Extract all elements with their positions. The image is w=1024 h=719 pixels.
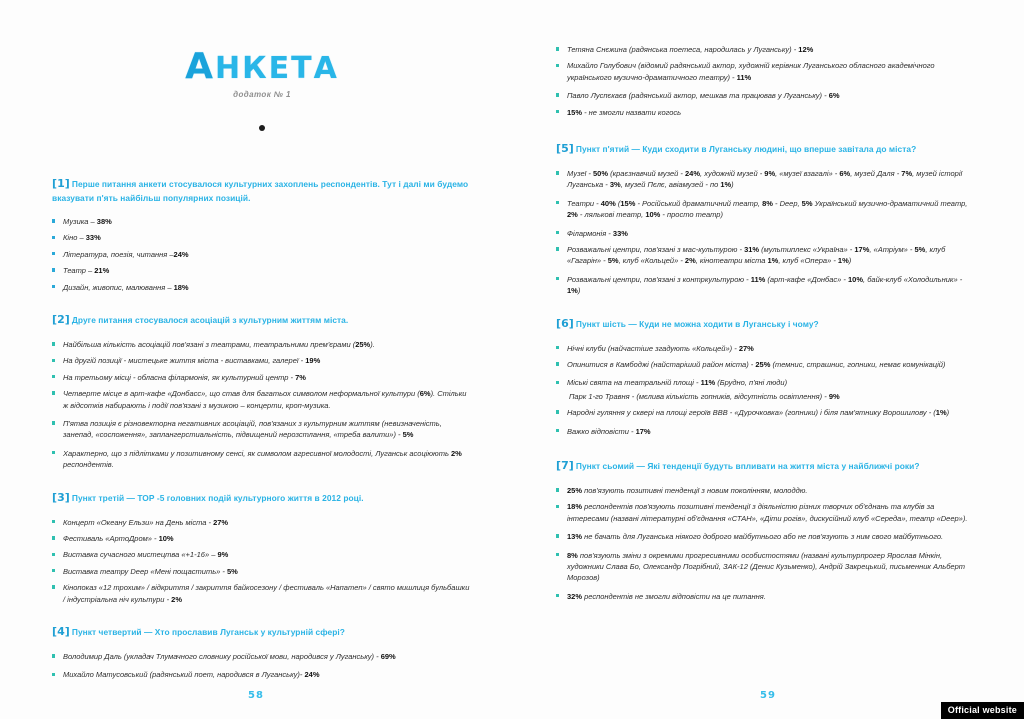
- section-6-number: [6]: [556, 316, 574, 330]
- list-item: 8% пов'язують зміни з окремими прогресивними особистостями (названі культурпрогер Ярослав Мінкін, художники Слава Бо, Олександр Погрібний, ЗАК-12 (Денис Кузьменко), Андрій Закрецький, письменник Альберт Морозов): [556, 550, 976, 584]
- list-item: Література, поезія, читання –24%: [52, 249, 472, 260]
- list-item: Народні гуляння у сквері на площі героїв ВВВ - «Дурочковка» (гопники) і біля пам'ятнику Ворошилову - (1%): [556, 407, 976, 418]
- list-item: Розважальні центри, пов'язані з мас-культурою - 31% (мультиплекс «Україна» - 17%, «Атріум» - 5%, клуб «Гагарін» - 5%, клуб «Кольцей» - 2%, кінотеатри міста 1%, клуб «Опера» - 1%): [556, 244, 976, 267]
- section-4-list: [52, 651, 472, 681]
- section-1: [52, 175, 472, 293]
- section-2-number: [2]: [52, 313, 70, 327]
- list-item: Опинитися в Камбоджі (найстаріший район міста) - 25% (темнис, страшнис, гопники, немає комунікацій): [556, 359, 976, 370]
- section-6: [556, 315, 976, 437]
- section-4-heading-text: Пункт четвертий — Хто прославив Луганськ у культурній сфері?: [71, 626, 345, 637]
- section-4-heading: [52, 623, 472, 640]
- page-number-left: 58: [248, 690, 264, 701]
- section-2: [52, 311, 472, 471]
- page-title: [52, 46, 472, 87]
- section-1-list: [52, 216, 472, 293]
- list-item: На другій позиції - мистецьке життя міста - виставками, галереї - 19%: [52, 355, 472, 366]
- list-item: Важко відповісти - 17%: [556, 426, 976, 437]
- section-1-number: [1]: [52, 177, 70, 190]
- section-6-heading-text: Пункт шість — Куди не можна ходити в Луганську і чому?: [575, 318, 819, 329]
- section-2-heading: [52, 311, 472, 328]
- section-3-number: [3]: [52, 490, 70, 504]
- list-item: Театр – 21%: [52, 265, 472, 276]
- list-item: Театри - 40% (15% - Російський драматичний театр, 8% - Deep, 5% Український музично-драматичний театр, 2% - лялькові театр, 10% - просто театр): [556, 198, 976, 221]
- section-3-heading: [52, 489, 472, 506]
- section-3-heading-text: Пункт третій — ТОР -5 головних подій культурного життя в 2012 році.: [71, 492, 364, 503]
- list-item: Концерт «Океану Ельзи» на День міста - 27%: [52, 517, 472, 528]
- watermark-badge: Official website: [941, 702, 1024, 719]
- list-item: Музеї - 50% (краєзнавчий музей - 24%, художній музей - 9%, «музеї взагалі» - 6%, музей Даля - 7%, музей історії Луганська - 3%, музей Пєлє, авіамузей - по 1%): [556, 168, 976, 191]
- list-item: Міські свята на театральній площі - 11% (Брудно, п'яні люди): [556, 377, 976, 388]
- section-3: [52, 489, 472, 605]
- section-1-heading: [52, 175, 472, 205]
- section-5-heading-text: Пункт п'ятий — Куди сходити в Луганську людині, що вперше завітала до міста?: [575, 143, 917, 154]
- section-6-subline: Парк 1-го Травня - (мєлива кількість гопників, відсутність освітлення) - 9%: [569, 391, 840, 401]
- list-item: Музика – 38%: [52, 216, 472, 227]
- section-7: [556, 457, 976, 602]
- list-item: 13% не бачать для Луганська ніякого добрoго майбутнього або не пов'язують з ним свого майбутнього.: [556, 531, 976, 542]
- list-item: Дизайн, живопис, малювання – 18%: [52, 282, 472, 293]
- list-item: Кіно – 33%: [52, 232, 472, 243]
- section-4-number: [4]: [52, 624, 70, 638]
- section-1-heading-text: Перше питання анкети стосувалося культурних захоплень респондентів. Тут і далі ми будемо вказувати п'ять найбільш популярних позицій.: [52, 179, 469, 204]
- list-item: Нічні клуби (найчастіше згадують «Кольцей») - 27%: [556, 343, 976, 354]
- list-item: Виставка театру Deep «Мені пощастить» - 5%: [52, 566, 472, 577]
- section-3-list: [52, 517, 472, 605]
- ornament-dot-icon: [259, 125, 265, 131]
- page-right: [512, 0, 1024, 719]
- section-5-list: [556, 168, 976, 297]
- section-6-list: [556, 343, 976, 389]
- list-item: На третьому місці - обласна філармонія, як культурний центр - 7%: [52, 372, 472, 383]
- section-4-continued-list: [556, 44, 976, 118]
- section-2-heading-text: Друге питання стосувалося асоціацій з культурним життям міста.: [71, 315, 349, 326]
- section-2-list: [52, 339, 472, 471]
- list-item: Розважальні центри, пов'язані з контркультурою - 11% (арт-кафе «Донбас» - 10%, байк-клуб «Холодильник» - 1%): [556, 274, 976, 297]
- list-item: Кінопоказ «12 трохим» / відкриття / закриття байкосезону / фестиваль «Напатеп» / свято мишлиця бульбашки / індустріальна ніч культури - 2%: [52, 582, 472, 605]
- page-title-lead: А: [185, 46, 216, 87]
- list-item: 25% пов'язують позитивні тенденції з новим поколінням, молоддю.: [556, 485, 976, 496]
- list-item: Філармонія - 33%: [556, 228, 976, 239]
- list-item: 15% - не змогли назвати когось: [556, 107, 976, 118]
- section-7-list: [556, 485, 976, 602]
- section-5-heading: [556, 140, 976, 157]
- section-5: [556, 140, 976, 297]
- title-block: [52, 46, 472, 131]
- section-7-heading: [556, 457, 976, 474]
- section-4-continued: [556, 44, 976, 118]
- list-item: Михайло Матусовський (радянський поет, народився в Луганську)- 24%: [52, 669, 472, 680]
- list-item: Найбільша кількість асоціацій пов'язані з театрами, театральними прем'єрами (25%).: [52, 339, 472, 350]
- list-item: Тетяна Снєжина (радянська поетеса, народилась у Луганську) - 12%: [556, 44, 976, 55]
- list-item: Володимир Даль (укладач Тлумачного словнику російської мови, народився у Луганську) - 69%: [52, 651, 472, 662]
- section-7-heading-text: Пункт сьомий — Які тенденції будуть впливати на життя міста у найближчі роки?: [575, 460, 920, 471]
- section-6-list-cont: [556, 407, 976, 437]
- list-item: Павло Луспєкаєв (радянський актор, мешкав та працював у Луганську) - 6%: [556, 90, 976, 101]
- list-item: Фестиваль «АртоДром» - 10%: [52, 533, 472, 544]
- list-item: П'ятва позиція є різновекторна негативних асоціацій, пов'язаних з культурним життям (невизначеність, занепад, «соспоження», заплангерстиальність, підвищений нерозстлання, «треба валити») - 5%: [52, 418, 472, 441]
- list-item: Виставка сучасного мистецтва «+1-16» – 9%: [52, 549, 472, 560]
- section-7-number: [7]: [556, 458, 574, 472]
- page-title-rest: НКЕТА: [215, 51, 339, 86]
- list-item: 32% респондентів не змогли відповісти на це питання.: [556, 591, 976, 602]
- section-4: [52, 623, 472, 681]
- list-item: Характерно, що з підлітками у позитивному сенсі, як символом агресивної молодості, Луганськ асоціюють 2% респондентів.: [52, 448, 472, 471]
- list-item: 18% респондентів пов'язують позитивні тенденції з діяльністю різних творчих об'єднань та клубів за інтересами (названі літературні об'єднання «СТАН», «Діти рогів», дискусійний клуб «Середа», театр «Deep»).: [556, 501, 976, 524]
- list-item: Михайло Голубович (відомий радянський актор, художній керівник Луганського обласного академічного українського музично-драматичного театру) - 11%: [556, 60, 976, 83]
- page-number-right: 59: [760, 690, 776, 701]
- section-6-heading: [556, 315, 976, 332]
- list-item: Четверте місце в арт-кафе «Донбасс», що став для багатьох символом неформальної культури (6%). Стільки ж відсотків набирають і події пов'язані з музикою – концерти, кроп-музика.: [52, 388, 472, 411]
- page-subtitle: додаток № 1: [233, 90, 291, 99]
- section-5-number: [5]: [556, 141, 574, 155]
